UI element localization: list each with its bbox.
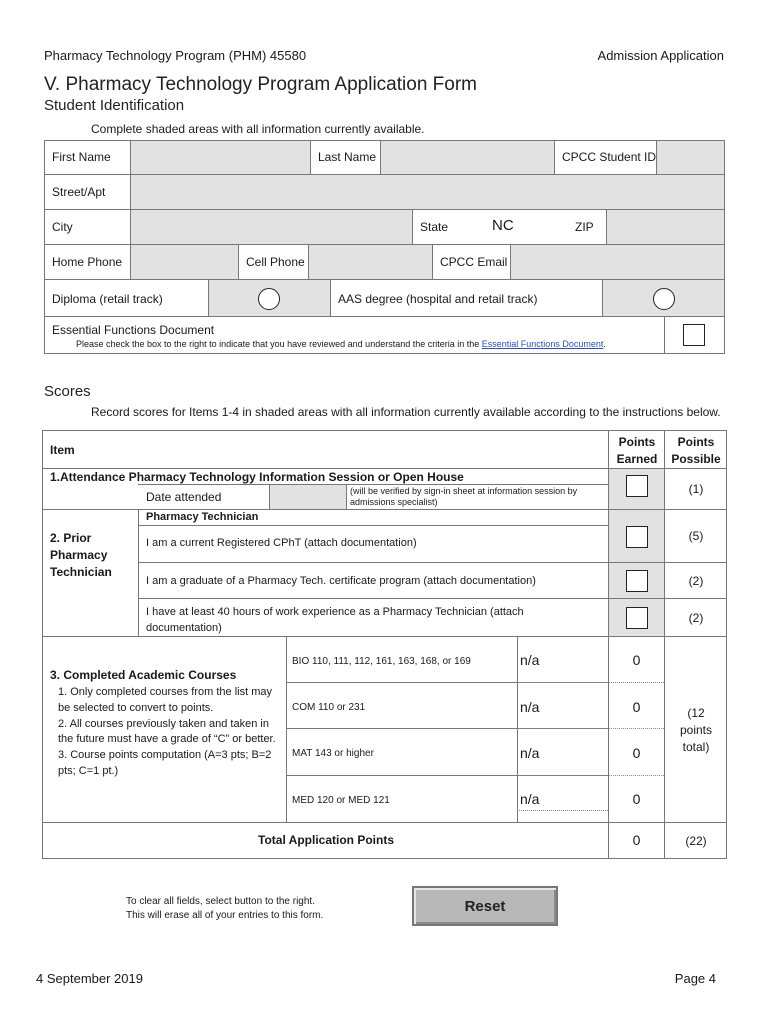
- city-input[interactable]: [130, 210, 412, 244]
- course3-points: 0: [632, 745, 641, 761]
- col-earned: Points Earned: [616, 435, 658, 466]
- home-phone-input[interactable]: [130, 245, 238, 279]
- essential-label: Essential Functions Document: [52, 323, 215, 337]
- item1-checkbox[interactable]: [626, 475, 648, 497]
- item3-possible: (12 points total): [679, 706, 713, 754]
- item3-note-2: 2. All courses previously taken and taken in the future must have a grade of “C” or better.: [58, 717, 276, 746]
- course4-name: MED 120 or MED 121: [292, 795, 390, 806]
- diploma-radio[interactable]: [258, 288, 280, 310]
- item2-row2-checkbox[interactable]: [626, 570, 648, 592]
- form-title: V. Pharmacy Technology Program Application Form: [44, 74, 477, 95]
- footer-page: Page 4: [674, 971, 716, 986]
- reset-button[interactable]: Reset: [412, 886, 558, 926]
- last-name-label: Last Name: [318, 150, 377, 164]
- col-item: Item: [50, 443, 75, 457]
- reset-note-1: To clear all fields, select button to the right.: [126, 896, 315, 907]
- course1-points: 0: [632, 652, 641, 668]
- student-id-input[interactable]: [656, 141, 724, 174]
- cell-phone-input[interactable]: [308, 245, 432, 279]
- col-possible: Points Possible: [671, 435, 721, 466]
- item3-note-3: 3. Course points computation (A=3 pts; B=2 pts; C=1 pt.): [58, 749, 272, 777]
- course4-points: 0: [632, 791, 641, 807]
- section-scores: Scores: [44, 383, 91, 400]
- city-label: City: [52, 220, 73, 234]
- diploma-label: Diploma (retail track): [52, 292, 163, 306]
- header-program: Pharmacy Technology Program (PHM) 45580: [44, 48, 307, 63]
- item2-row3-text: I have at least 40 hours of work experience as a Pharmacy Technician (attach documentation): [146, 606, 524, 634]
- essential-checkbox[interactable]: [683, 324, 705, 346]
- street-input[interactable]: [130, 175, 724, 209]
- item1-note: (will be verified by sign-in sheet at information session by admissions specialist): [350, 486, 578, 507]
- email-label: CPCC Email: [440, 255, 508, 269]
- street-label: Street/Apt: [52, 185, 106, 199]
- section1-instruction: Complete shaded areas with all information currently available.: [91, 122, 425, 136]
- date-attended-input[interactable]: [270, 485, 346, 509]
- email-input[interactable]: [510, 245, 724, 279]
- section-student-identification: Student Identification: [44, 97, 185, 114]
- first-name-label: First Name: [52, 150, 111, 164]
- course4-grade[interactable]: n/a: [520, 791, 540, 807]
- item2-row1-text: I am a current Registered CPhT (attach documentation): [146, 537, 417, 549]
- item2-subheader: Pharmacy Technician: [146, 511, 259, 523]
- item2-row1-possible: (5): [688, 529, 704, 543]
- item3-title: 3. Completed Academic Courses: [50, 668, 237, 682]
- zip-input[interactable]: [606, 210, 724, 244]
- item2-title: 2. Prior Pharmacy Technician: [50, 531, 112, 579]
- section2-instruction: Record scores for Items 1-4 in shaded areas with all information currently available according to the instructions below.: [91, 405, 721, 419]
- item1-possible: (1): [688, 482, 704, 496]
- course3-grade[interactable]: n/a: [520, 745, 540, 761]
- home-phone-label: Home Phone: [52, 255, 123, 269]
- item2-row3-possible: (2): [688, 611, 704, 625]
- reset-note-2: This will erase all of your entries to this form.: [126, 910, 324, 921]
- item2-row2-text: I am a graduate of a Pharmacy Tech. certificate program (attach documentation): [146, 575, 536, 587]
- cell-phone-label: Cell Phone: [246, 255, 305, 269]
- aas-radio[interactable]: [653, 288, 675, 310]
- state-label: State: [420, 220, 449, 234]
- total-earned: 0: [632, 832, 641, 848]
- total-possible: (22): [685, 834, 707, 848]
- student-id-label: CPCC Student ID: [562, 150, 657, 164]
- aas-label: AAS degree (hospital and retail track): [338, 292, 538, 306]
- course3-name: MAT 143 or higher: [292, 748, 374, 759]
- date-attended-label: Date attended: [146, 490, 222, 504]
- item3-notes: [58, 685, 276, 780]
- course1-name: BIO 110, 111, 112, 161, 163, 168, or 169: [292, 656, 471, 667]
- first-name-input[interactable]: [130, 141, 310, 174]
- item1-title: 1.Attendance Pharmacy Technology Information Session or Open House: [50, 470, 464, 484]
- last-name-input[interactable]: [380, 141, 554, 174]
- course1-grade[interactable]: n/a: [520, 652, 540, 668]
- footer-date: 4 September 2019: [36, 971, 143, 986]
- essential-functions-link[interactable]: Essential Functions Document: [481, 339, 604, 349]
- item2-row2-possible: (2): [688, 574, 704, 588]
- zip-label: ZIP: [575, 220, 594, 234]
- item2-row1-checkbox[interactable]: [626, 526, 648, 548]
- header-doc-type: Admission Application: [597, 48, 724, 63]
- course2-points: 0: [632, 699, 641, 715]
- course2-name: COM 110 or 231: [292, 702, 366, 713]
- state-input[interactable]: NC: [492, 217, 514, 234]
- essential-note: Please check the box to the right to indicate that you have reviewed and understand the criteria in the Essential Functions Document.: [76, 339, 606, 349]
- item2-row3-checkbox[interactable]: [626, 607, 648, 629]
- course2-grade[interactable]: n/a: [520, 699, 540, 715]
- total-label: Total Application Points: [258, 833, 394, 847]
- item3-note-1: 1. Only completed courses from the list may be selected to convert to points.: [58, 686, 272, 714]
